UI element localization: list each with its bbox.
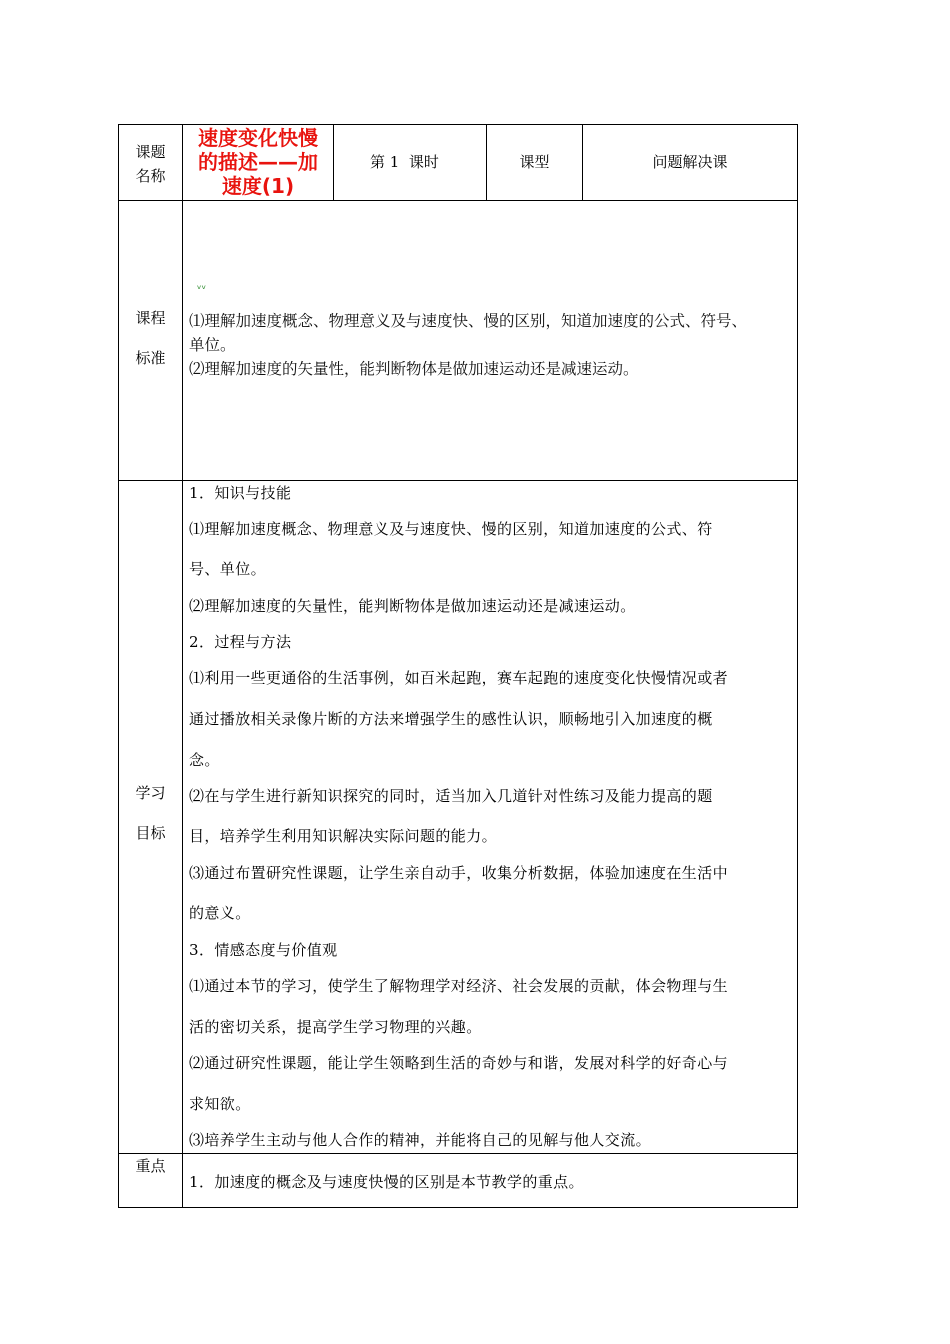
objective-line: 通过播放相关录像片断的方法来增强学生的感性认识，顺畅地引入加速度的概 bbox=[189, 710, 713, 728]
curriculum-line1: ⑴理解加速度概念、物理意义及与速度快、慢的区别，知道加速度的公式、符号、 bbox=[189, 312, 748, 330]
objective-line: ⑴利用一些更通俗的生活事例，如百米起跑，赛车起跑的速度变化快慢情况或者 bbox=[189, 669, 729, 687]
topic-title-line2: 的描述——加 bbox=[198, 150, 318, 174]
key-points-label: 重点 bbox=[135, 1157, 166, 1175]
objective-heading: 3．情感态度与价值观 bbox=[189, 941, 338, 959]
objective-line: 念。 bbox=[189, 751, 220, 769]
objective-line: ⑵理解加速度的矢量性，能判断物体是做加速运动还是减速运动。 bbox=[189, 597, 636, 615]
curriculum-line3: ⑵理解加速度的矢量性，能判断物体是做加速运动还是减速运动。 bbox=[189, 360, 639, 378]
green-mark: ᵥᵥ bbox=[197, 279, 207, 292]
curriculum-line2: 单位。 bbox=[189, 336, 236, 354]
key-point-line: 1．加速度的概念及与速度快慢的区别是本节教学的重点。 bbox=[189, 1173, 584, 1191]
curriculum-label-line2: 标准 bbox=[135, 349, 166, 367]
objectives-label-line2: 目标 bbox=[135, 824, 166, 842]
objective-line: ⑵通过研究性课题，能让学生领略到生活的奇妙与和谐，发展对科学的好奇心与 bbox=[189, 1054, 729, 1072]
objective-line: ⑴通过本节的学习，使学生了解物理学对经济、社会发展的贡献，体会物理与生 bbox=[189, 977, 729, 995]
objective-line: ⑶通过布置研究性课题，让学生亲自动手，收集分析数据，体验加速度在生活中 bbox=[189, 864, 729, 882]
topic-title-line3: 速度(1) bbox=[221, 174, 295, 198]
objective-line: 的意义。 bbox=[189, 904, 251, 922]
curriculum-label bbox=[119, 298, 182, 378]
objective-line: 活的密切关系，提高学生学习物理的兴趣。 bbox=[189, 1018, 482, 1036]
curriculum-label-line1: 课程 bbox=[135, 309, 166, 327]
objective-heading: 1．知识与技能 bbox=[189, 484, 292, 502]
objective-line: ⑴理解加速度概念、物理意义及与速度快、慢的区别，知道加速度的公式、符 bbox=[189, 520, 713, 538]
topic-label-line1: 课题 bbox=[135, 143, 166, 161]
objective-line: 号、单位。 bbox=[189, 560, 267, 578]
type-label: 课型 bbox=[519, 153, 550, 171]
objective-line: 目，培养学生利用知识解决实际问题的能力。 bbox=[189, 827, 498, 845]
objective-line: ⑵在与学生进行新知识探究的同时，适当加入几道针对性练习及能力提高的题 bbox=[189, 787, 713, 805]
topic-title bbox=[183, 126, 333, 198]
objective-heading: 2．过程与方法 bbox=[189, 633, 292, 651]
objectives-label-line1: 学习 bbox=[135, 784, 166, 802]
curriculum-text bbox=[189, 309, 794, 381]
type-value: 问题解决课 bbox=[652, 153, 728, 171]
objectives-label bbox=[119, 773, 182, 853]
lesson-count: 第 1 课时 bbox=[370, 153, 439, 171]
topic-label-line2: 名称 bbox=[135, 167, 166, 185]
objective-line: ⑶培养学生主动与他人合作的精神，并能将自己的见解与他人交流。 bbox=[189, 1131, 652, 1149]
objective-line: 求知欲。 bbox=[189, 1095, 251, 1113]
topic-title-line1: 速度变化快慢 bbox=[198, 126, 318, 150]
topic-label bbox=[119, 137, 182, 191]
